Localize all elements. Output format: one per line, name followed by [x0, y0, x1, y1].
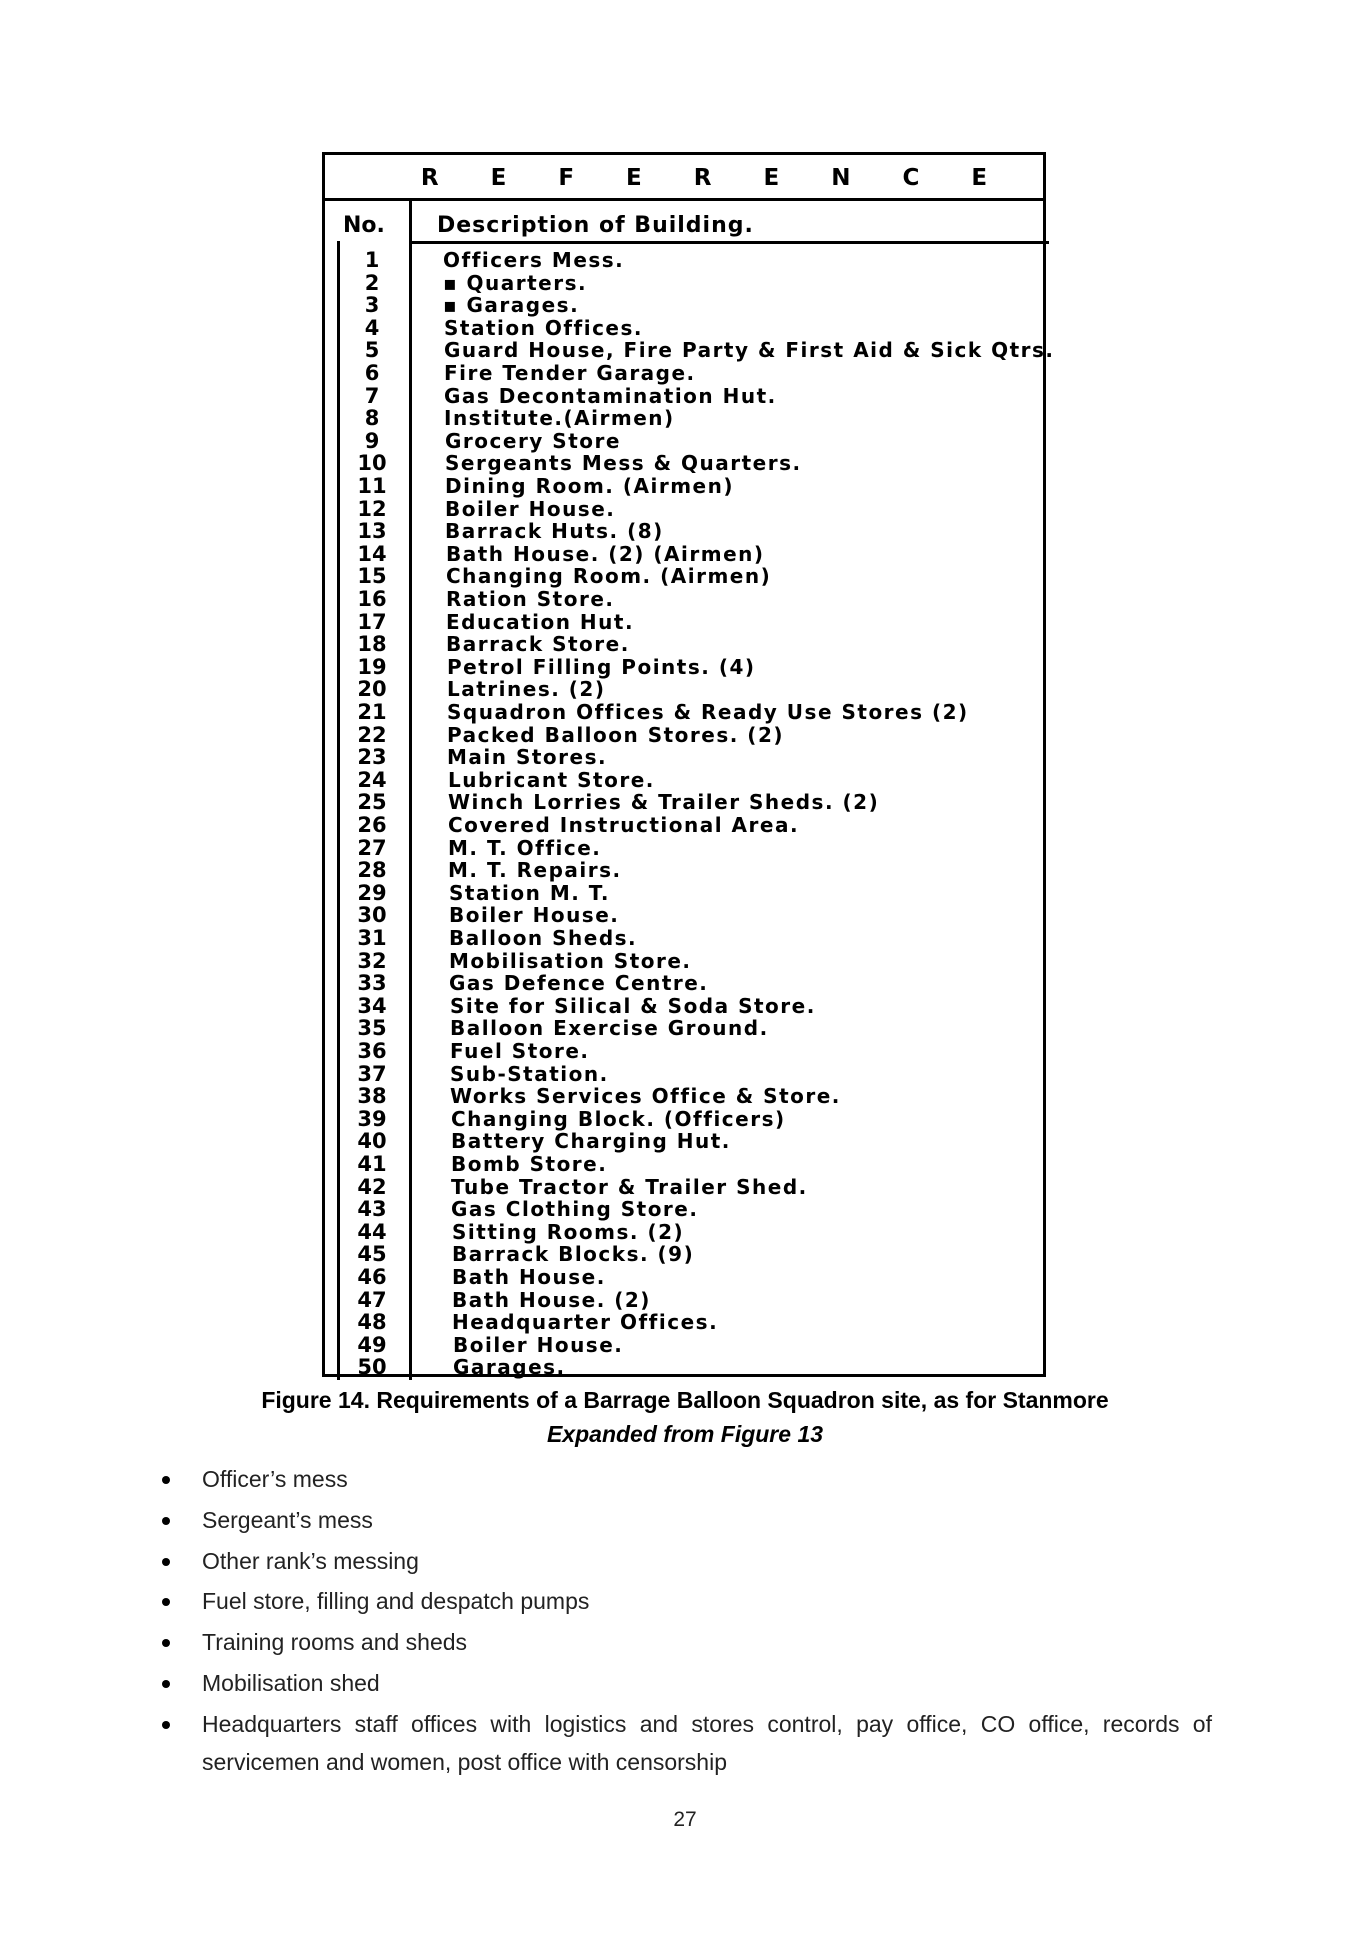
table-row-description: Mobilisation Store.	[449, 949, 692, 973]
table-row-number: 26	[357, 813, 387, 837]
bullet-icon	[162, 1598, 170, 1606]
table-row-number: 19	[357, 655, 387, 679]
table-row-description: Fuel Store.	[450, 1039, 590, 1063]
table-row-description: Bath House. (2)	[452, 1288, 651, 1312]
bullet-icon	[162, 1721, 170, 1729]
table-row-description: Works Services Office & Store.	[450, 1084, 841, 1108]
table-row-description: Dining Room. (Airmen)	[445, 474, 734, 498]
table-row-description: Grocery Store	[445, 429, 621, 453]
table-row-description: Squadron Offices & Ready Use Stores (2)	[447, 700, 969, 724]
table-row-number: 28	[357, 858, 387, 882]
table-row-description: Gas Defence Centre.	[449, 971, 709, 995]
table-row-number: 48	[357, 1310, 387, 1334]
table-row-number: 38	[357, 1084, 387, 1108]
table-row-number: 35	[357, 1016, 387, 1040]
bullet-icon	[162, 1476, 170, 1484]
table-row-description: ▪ Quarters.	[443, 271, 588, 295]
list-item-text: Sergeant’s mess	[202, 1507, 373, 1533]
table-row-description: Station M. T.	[449, 881, 610, 905]
figure-caption-subtitle: Expanded from Figure 13	[546, 1421, 824, 1447]
table-row-description: Site for Silical & Soda Store.	[450, 994, 816, 1018]
left-edge-rule	[337, 241, 340, 1380]
table-row-number: 12	[357, 497, 387, 521]
table-row-number: 41	[357, 1152, 387, 1176]
reference-table	[322, 152, 1055, 1379]
table-row-number: 46	[357, 1265, 387, 1289]
list-item-text: Mobilisation shed	[202, 1670, 380, 1696]
list-item	[202, 1582, 1212, 1620]
table-row-description: Station Offices.	[444, 316, 643, 340]
table-row-description: Boiler House.	[449, 903, 620, 927]
bullet-icon	[162, 1680, 170, 1688]
table-row-description: Lubricant Store.	[448, 768, 655, 792]
list-item	[202, 1664, 1212, 1702]
table-row-description: Bomb Store.	[451, 1152, 608, 1176]
table-row-number: 18	[357, 632, 387, 656]
table-row-description: Gas Decontamination Hut.	[444, 384, 777, 408]
list-item	[202, 1460, 1212, 1498]
table-row-description: Bath House.	[452, 1265, 606, 1289]
table-row-number: 13	[357, 519, 387, 543]
table-row-number: 30	[357, 903, 387, 927]
table-row-number: 22	[357, 723, 387, 747]
table-row-number: 4	[364, 316, 380, 340]
table-row-description: Battery Charging Hut.	[451, 1129, 731, 1153]
list-item-text: Other rank’s messing	[202, 1548, 419, 1574]
list-item-text: Headquarters staff offices with logistics and stores control, pay office, CO office, records of servicemen and women, post office with censorship	[202, 1711, 1212, 1775]
table-row-number: 21	[357, 700, 387, 724]
table-row-number: 1	[364, 248, 380, 272]
figure-caption: Figure 14. Requirements of a Barrage Balloon Squadron site, as for Stanmore	[261, 1387, 1109, 1413]
list-item-text: Fuel store, filling and despatch pumps	[202, 1588, 590, 1614]
table-row-number: 16	[357, 587, 387, 611]
table-row-description: Latrines. (2)	[447, 677, 606, 701]
table-row-number: 15	[357, 564, 387, 588]
table-row-number: 7	[364, 384, 380, 408]
table-row-description: Main Stores.	[447, 745, 608, 769]
table-row-description: Institute.(Airmen)	[444, 406, 675, 430]
table-row-description: Petrol Filling Points. (4)	[447, 655, 756, 679]
table-row-description: Changing Room. (Airmen)	[446, 564, 772, 588]
table-row-description: Ration Store.	[446, 587, 615, 611]
table-row-number: 33	[357, 971, 387, 995]
table-row-description: Officers Mess.	[443, 248, 625, 272]
table-row-description: Boiler House.	[445, 497, 616, 521]
table-row-description: Balloon Sheds.	[449, 926, 638, 950]
table-row-description: M. T. Repairs.	[448, 858, 622, 882]
table-row-number: 32	[357, 949, 387, 973]
bullet-icon	[162, 1639, 170, 1647]
table-row-number: 40	[357, 1129, 387, 1153]
table-row-description: Boiler House.	[453, 1333, 624, 1357]
table-row-number: 43	[357, 1197, 387, 1221]
list-item-text: Training rooms and sheds	[202, 1629, 468, 1655]
table-row-number: 17	[357, 610, 387, 634]
table-row-description: Fire Tender Garage.	[444, 361, 696, 385]
table-row-description: Barrack Blocks. (9)	[452, 1242, 695, 1266]
table-row-number: 50	[357, 1355, 387, 1379]
table-row-number: 3	[364, 293, 380, 317]
table-row-number: 10	[357, 451, 387, 475]
table-row-number: 2	[364, 271, 380, 295]
table-row-number: 24	[357, 768, 387, 792]
table-row-description: Bath House. (2) (Airmen)	[446, 542, 765, 566]
table-row-number: 11	[357, 474, 387, 498]
table-row-number: 39	[357, 1107, 387, 1131]
table-row-description: M. T. Office.	[448, 836, 602, 860]
table-row-description: Guard House, Fire Party & First Aid & Sick Qtrs.	[444, 338, 1055, 362]
table-row-number: 36	[357, 1039, 387, 1063]
table-row-description: Barrack Store.	[446, 632, 630, 656]
table-row-number: 27	[357, 836, 387, 860]
table-row-description: Education Hut.	[446, 610, 635, 634]
table-row-number: 37	[357, 1062, 387, 1086]
table-row-description: Winch Lorries & Trailer Sheds. (2)	[448, 790, 880, 814]
table-row-description: Gas Clothing Store.	[451, 1197, 699, 1221]
table-row-description: Tube Tractor & Trailer Shed.	[451, 1175, 808, 1199]
list-item-text: Officer’s mess	[202, 1466, 348, 1492]
table-row-number: 6	[364, 361, 380, 385]
list-item	[202, 1501, 1212, 1539]
table-row-number: 25	[357, 790, 387, 814]
table-row-description: Sergeants Mess & Quarters.	[445, 451, 802, 475]
table-row-description: Sub-Station.	[450, 1062, 609, 1086]
table-row-number: 49	[357, 1333, 387, 1357]
table-row-number: 42	[357, 1175, 387, 1199]
table-row-number: 45	[357, 1242, 387, 1266]
table-row-number: 23	[357, 745, 387, 769]
table-row-description: ▪ Garages.	[443, 293, 580, 317]
bullet-icon	[162, 1558, 170, 1566]
header-rule	[409, 241, 1049, 244]
table-row-description: Changing Block. (Officers)	[451, 1107, 786, 1131]
table-row-description: Packed Balloon Stores. (2)	[447, 723, 785, 747]
table-row-number: 29	[357, 881, 387, 905]
table-row-description: Garages.	[453, 1355, 566, 1379]
column-header-no: No.	[343, 213, 385, 238]
bullet-icon	[162, 1517, 170, 1525]
table-row-number: 9	[364, 429, 380, 453]
list-item	[202, 1705, 1212, 1781]
table-row-number: 34	[357, 994, 387, 1018]
column-divider	[409, 199, 412, 1380]
table-row-description: Headquarter Offices.	[452, 1310, 719, 1334]
table-row-description: Covered Instructional Area.	[448, 813, 800, 837]
table-row-number: 8	[364, 406, 380, 430]
table-row-description: Barrack Huts. (8)	[445, 519, 664, 543]
table-row-number: 20	[357, 677, 387, 701]
list-item	[202, 1542, 1212, 1580]
page-number: 27	[673, 1808, 697, 1831]
table-row-description: Balloon Exercise Ground.	[450, 1016, 769, 1040]
table-row-number: 14	[357, 542, 387, 566]
table-row-number: 47	[357, 1288, 387, 1312]
list-item	[202, 1623, 1212, 1661]
table-row-number: 44	[357, 1220, 387, 1244]
reference-title: R E F E R E N C E	[325, 155, 1043, 201]
column-header-description: Description of Building.	[437, 213, 754, 238]
table-row-number: 31	[357, 926, 387, 950]
table-row-number: 5	[364, 338, 380, 362]
table-row-description: Sitting Rooms. (2)	[452, 1220, 685, 1244]
